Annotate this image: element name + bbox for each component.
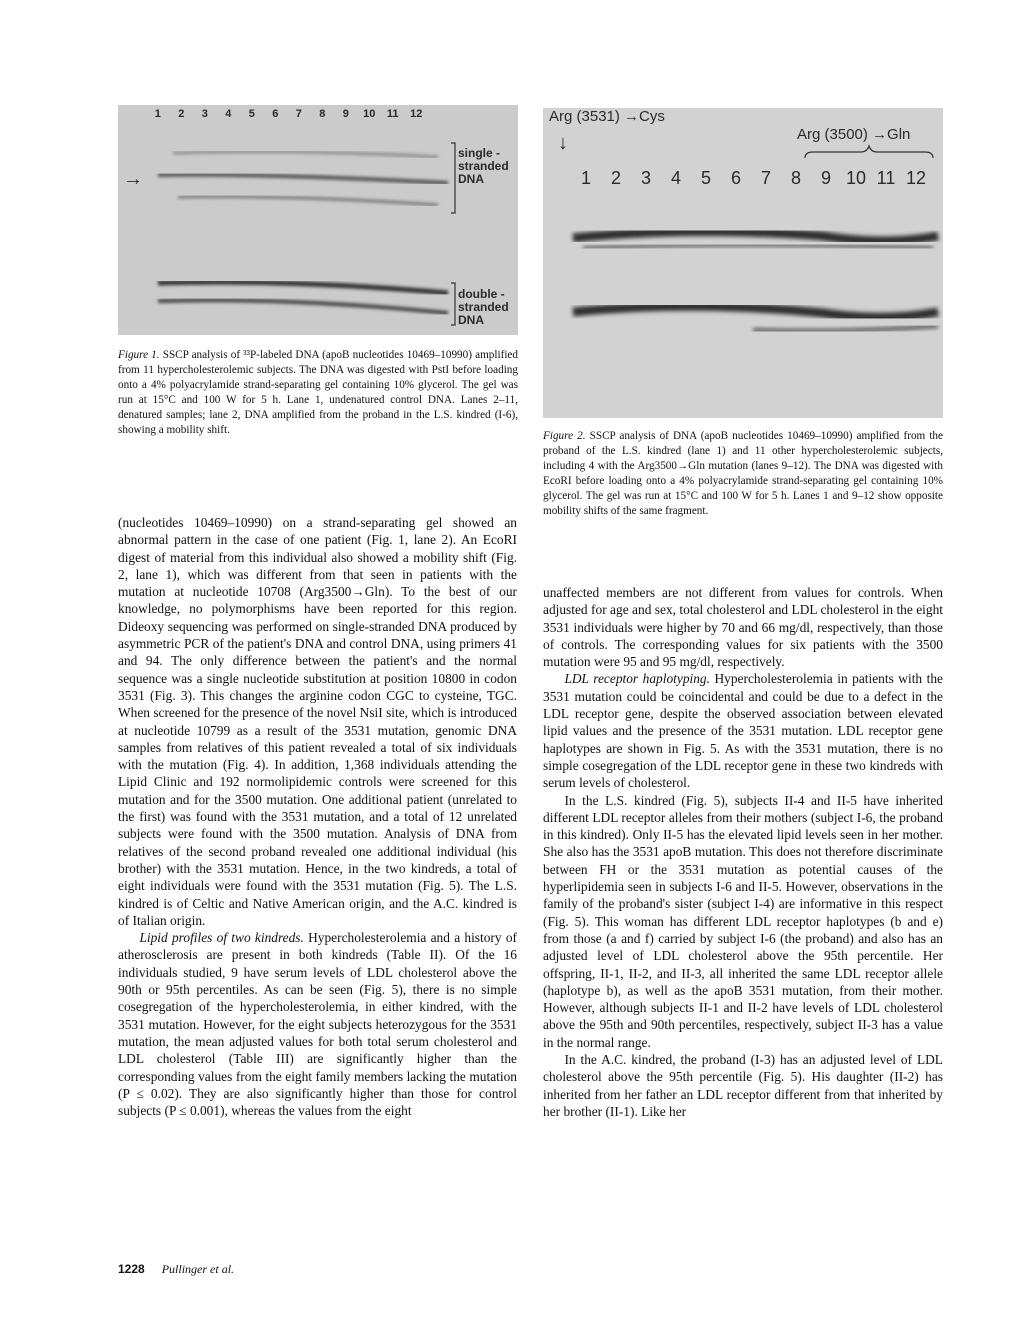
lane-number: 7 <box>295 108 302 120</box>
paragraph: (nucleotides 10469–10990) on a strand-separating gel showed an abnormal pattern in the case of one patient (Fig. 1, lane 2). An EcoRI digest of material from this individual also showed a mobility shift (Fig. 2, lane 1), which was different from that seen in patients with the mutation at nucleotide 10708 (Arg3500→Gln). To the best of our knowledge, no polymorphisms have been reported for this region. Dideoxy sequencing was performed on single-stranded DNA produced by asymmetric PCR of the patient's DNA and control DNA, using primers 41 and 94. The only difference between the patient's and the normal sequence was a single nucleotide substitution at position 10800 in codon 3531 (Fig. 3). This changes the arginine codon CGC to cysteine, TGC. When screened for the presence of the novel NsiI site, which is introduced at nucleotide 10799 as a result of the 3531 mutation, genomic DNA samples from relatives of this patient revealed a total of six individuals with the mutation (Fig. 4). In addition, 1,368 individuals attending the Lipid Clinic and 192 normolipidemic controls were screened for this mutation and for the 3500 mutation. One additional patient (unrelated to the first) was found with the 3531 mutation, and a total of 12 unrelated subjects were found with the 3500 mutation. Analysis of DNA from relatives of the second proband revealed one additional individual (his brother) with the 3531 mutation. Hence, in the two kindreds, a total of eight individuals were found with the 3531 mutation (Fig. 5). The L.S. kindred is of Celtic and Native American origin, and the A.C. kindred is of Italian origin. <box>118 515 517 928</box>
left-text-column <box>118 514 517 1119</box>
lane-number: 10 <box>363 108 376 120</box>
paragraph: unaffected members are not different from values for controls. When adjusted for age and sex, total cholesterol and LDL cholesterol in the eight 3531 individuals were higher by 70 and 66 mg/dl, respectively, than those of controls. The corresponding values for six patients with the 3500 mutation were 95 and 95 mg/dl, respectively. <box>543 585 943 670</box>
lane-number: 12 <box>410 108 423 120</box>
lane-number: 11 <box>386 108 399 120</box>
arg3500-gln-mutation-label: Arg (3500) →Gln <box>797 126 911 143</box>
page-number: 1228 <box>118 1262 145 1276</box>
arg3531-cys-mutation-label: Arg (3531) →Cys <box>549 108 665 125</box>
figure-2-caption <box>543 429 943 519</box>
figure-1-label: Figure 1. <box>118 349 160 361</box>
lane-number: 5 <box>700 168 711 188</box>
figure-2-gel-bands <box>543 108 943 418</box>
figure-2-caption-text: SSCP analysis of DNA (apoB nucleotides 10469–10990) amplified from the proband of the L.S. kindred (lane 1) and 11 other hypercholesterolemic subjects, including 4 with the Arg3500→Gln mutation (lanes 9–12). The DNA was digested with EcoRI before loading onto a 4% polyacrylamide strand-separating gel containing 10% glycerol. The gel was run at 15°C and 100 W for 5 h. Lanes 1 and 9–12 show opposite mobility shifts of the same fragment. <box>543 430 943 517</box>
figure-2-lane-numbers <box>571 168 931 189</box>
lane-number: 9 <box>342 108 349 120</box>
lane-number: 7 <box>760 168 771 188</box>
figure-1-caption-text: SSCP analysis of ³³P-labeled DNA (apoB nucleotides 10469–10990) amplified from 11 hypercholesterolemic subjects. The DNA was digested with PstI before loading onto a 4% polyacrylamide strand-separating gel containing 10% glycerol. The gel was run at 15°C and 100 W for 5 h. Lane 1, undenatured control DNA. Lanes 2–11, denatured samples; lane 2, DNA amplified from the proband in the L.S. kindred (I-6), showing a mobility shift. <box>118 349 518 436</box>
figure-2-label: Figure 2. <box>543 430 586 442</box>
lane-number: 1 <box>154 108 161 120</box>
figure-1-caption <box>118 348 518 438</box>
section-run-in-heading: LDL receptor haplotyping. <box>564 671 710 687</box>
right-arrow-icon: → <box>123 168 143 190</box>
paragraph-text: Hypercholesterolemia and a history of atherosclerosis are present in both kindreds (Table II). Of the 16 individuals studied, 9 have serum levels of LDL cholesterol above the 90th or 95th percentiles. As can be seen (Fig. 5), there is no simple cosegregation of the hypercholesterolemia, in either kindred, with the 3531 mutation. However, for the eight subjects heterozygous for the 3531 mutation, the mean adjusted values for both total serum cholesterol and LDL cholesterol (Table III) are significantly higher than the corresponding values from the eight family members lacking the mutation (P ≤ 0.02). They are also significantly higher than those for control subjects (P ≤ 0.001), whereas the values from the eight <box>118 930 517 1119</box>
lane-number: 5 <box>248 108 255 120</box>
lane-number: 10 <box>845 168 867 188</box>
down-arrow-icon: ↓ <box>558 132 568 154</box>
lane-number: 8 <box>790 168 801 188</box>
paragraph-text: Hypercholesterolemia in patients with the 3531 mutation could be coincidental and could be due to a defect in the LDL receptor gene, despite the observed association between elevated lipid values and the presence of the 3531 mutation. LDL receptor gene haplotypes are shown in Fig. 5. As with the 3531 mutation, there is no simple cosegregation of the LDL receptor gene in these two kindreds with serum levels of cholesterol. <box>543 671 943 791</box>
figure-2-gel-image <box>543 108 943 418</box>
lane-number: 12 <box>905 168 927 188</box>
right-text-column <box>543 584 943 1120</box>
lane-number: 3 <box>201 108 208 120</box>
paragraph <box>543 670 943 791</box>
lane-number: 2 <box>178 108 185 120</box>
lane-number: 3 <box>640 168 651 188</box>
lane-number: 8 <box>319 108 326 120</box>
page-footer <box>118 1262 234 1277</box>
lane-number: 6 <box>730 168 741 188</box>
paragraph: In the L.S. kindred (Fig. 5), subjects II-4 and II-5 have inherited different LDL receptor alleles from their mothers (subject I-6, the proband in this kindred). Only II-5 has the elevated lipid levels seen in her mother. She also has the 3531 apoB mutation. This does not therefore discriminate between FH or the 3531 mutation as potential causes of the hyperlipidemia seen in subjects I-6 and II-5. However, observations in the family of the proband's sister (subject I-4) are informative in this respect (Fig. 5). This woman has different LDL receptor haplotypes (b and e) from those (a and f) carried by subject I-6 (the proband) and also has an adjusted level of LDL cholesterol above the 95th percentile. Her offspring, II-1, II-2, and II-3, all inherited the same LDL receptor allele (haplotype b), as well as the apoB 3531 mutation, from their mother. However, although subjects II-1 and II-2 have levels of LDL cholesterol above the 95th and 90th percentiles, respectively, subject II-3 has a value in the normal range. <box>543 792 943 1050</box>
section-run-in-heading: Lipid profiles of two kindreds. <box>139 930 304 946</box>
lane-number: 2 <box>610 168 621 188</box>
lane-number: 1 <box>580 168 591 188</box>
single-stranded-dna-label: single - stranded DNA <box>458 146 509 186</box>
lane-number: 9 <box>820 168 831 188</box>
figure-1-lane-numbers <box>146 108 428 120</box>
lane-number: 4 <box>670 168 681 188</box>
lane-number: 11 <box>876 168 896 188</box>
paragraph: In the A.C. kindred, the proband (I-3) has an adjusted level of LDL cholesterol above the 95th percentile (Fig. 5). His daughter (II-2) has inherited from her father an LDL receptor different from that inherited by her brother (II-1). Like her <box>543 1052 943 1119</box>
lane-number: 4 <box>225 108 232 120</box>
paragraph <box>118 929 517 1119</box>
figure-1-gel-image <box>118 105 518 335</box>
lane-number: 6 <box>272 108 279 120</box>
double-stranded-dna-label: double - stranded DNA <box>458 287 509 327</box>
running-head: Pullinger et al. <box>161 1262 235 1276</box>
